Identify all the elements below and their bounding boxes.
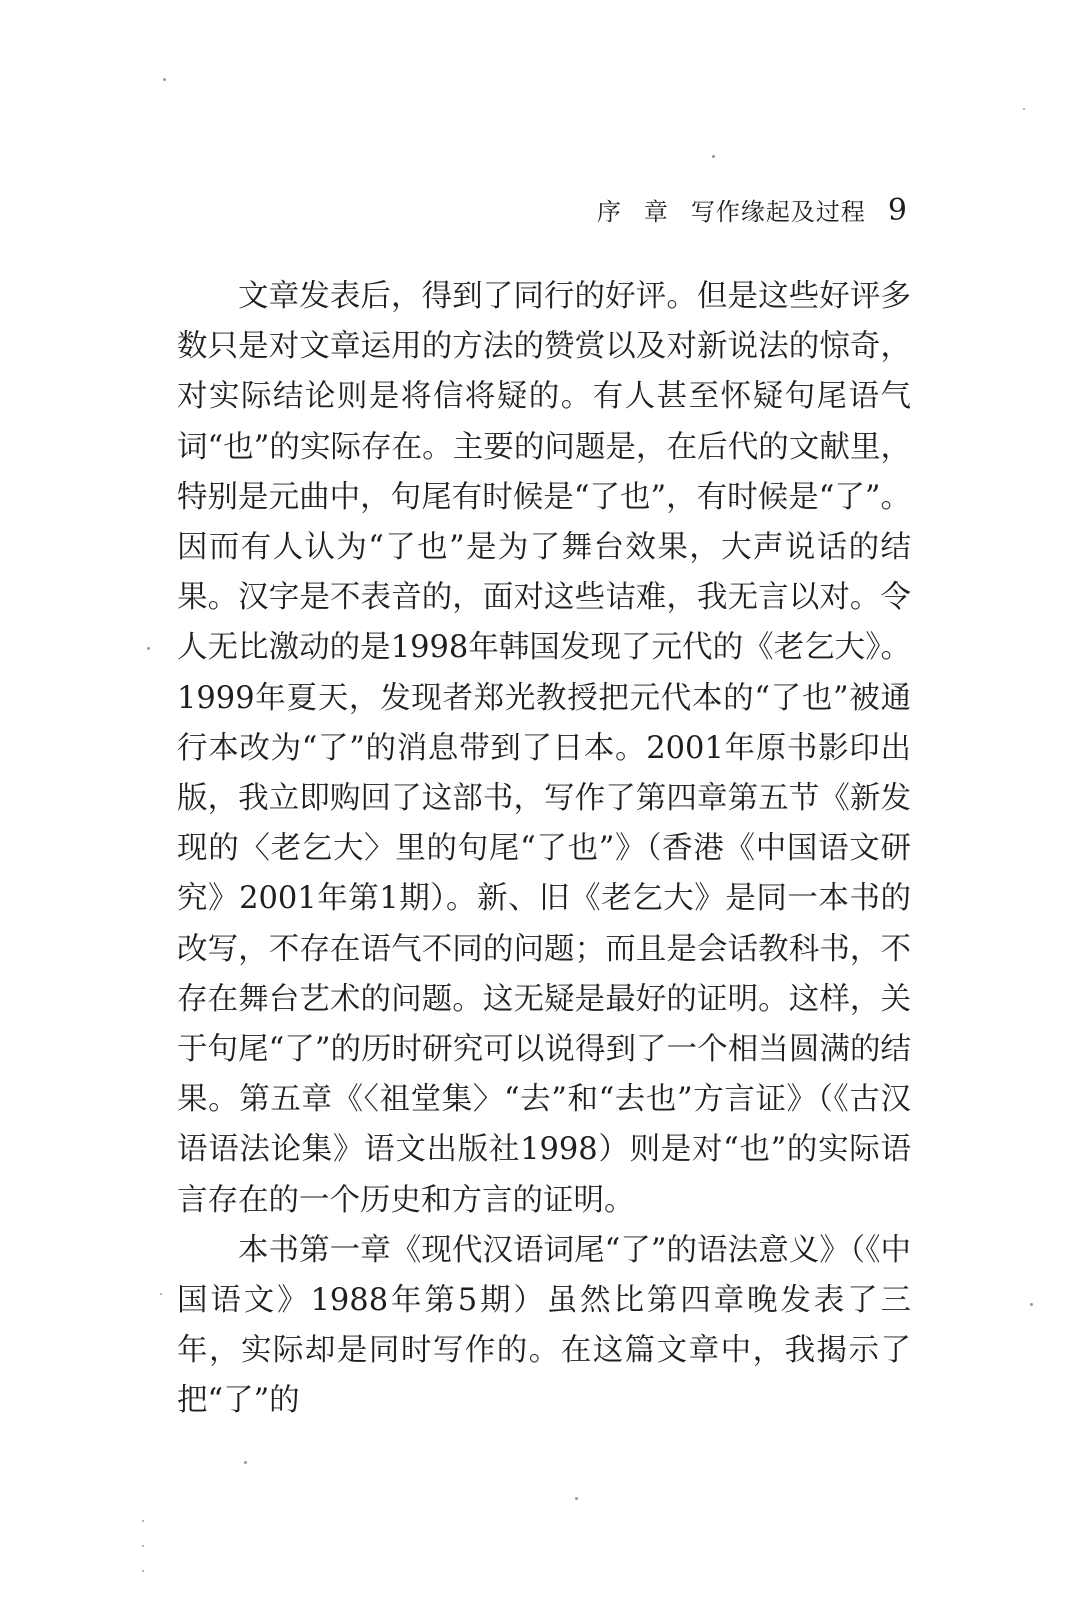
scan-speck bbox=[1023, 108, 1025, 110]
running-head-text bbox=[597, 200, 866, 224]
paragraph-2: 本书第一章《现代汉语词尾“了”的语法意义》（《中国语文》1988年第5期）虽然比第四章晚发表了三年，实际却是同时写作的。在这篇文章中，我揭示了把“了”的 bbox=[177, 1232, 911, 1419]
header-part: 序 bbox=[596, 198, 622, 226]
scan-speck bbox=[147, 647, 150, 650]
paragraph-1: 文章发表后，得到了同行的好评。但是这些好评多数只是对文章运用的方法的赞赏以及对新说法的惊奇，对实际结论则是将信将疑的。有人甚至怀疑句尾语气词“也”的实际存在。主要的问题是，在后代的文献里，特别是元曲中，句尾有时候是“了也”，有时候是“了”。因而有人认为“了也”是为了舞台效果，大声说话的结果。汉字是不表音的，面对这些诘难，我无言以对。令人无比激动的是1998年韩国发现了元代的《老乞大》。1999年夏天，发现者郑光教授把元代本的“了也”被通行本改为“了”的消息带到了日本。2001年原书影印出版，我立即购回了这部书，写作了第四章第五节《新发现的〈老乞大〉里的句尾“了也”》（香港《中国语文研究》2001年第1期）。新、旧《老乞大》是同一本书的改写，不存在语气不同的问题；而且是会话教科书，不存在舞台艺术的问题。这无疑是最好的证明。这样，关于句尾“了”的历时研究可以说得到了一个相当圆满的结果。第五章《〈祖堂集〉“去”和“去也”方言证》（《古汉语语法论集》语文出版社1998）则是对“也”的实际语言存在的一个历史和方言的证明。 bbox=[177, 279, 911, 1218]
scan-speck bbox=[163, 78, 166, 81]
scan-speck bbox=[1030, 1303, 1033, 1306]
scan-speck bbox=[244, 1461, 247, 1464]
header-section-title: 写作缘起及过程 bbox=[690, 198, 866, 226]
scan-speck bbox=[142, 1545, 144, 1547]
scan-speck bbox=[142, 1570, 144, 1572]
scan-speck bbox=[160, 1293, 162, 1295]
scan-speck bbox=[142, 1520, 144, 1522]
running-header bbox=[596, 193, 908, 228]
body-text bbox=[177, 272, 911, 1427]
page-number: 9 bbox=[887, 193, 908, 228]
scan-speck bbox=[575, 1497, 578, 1500]
header-chapter: 章 bbox=[643, 198, 669, 226]
scan-speck bbox=[712, 155, 715, 158]
